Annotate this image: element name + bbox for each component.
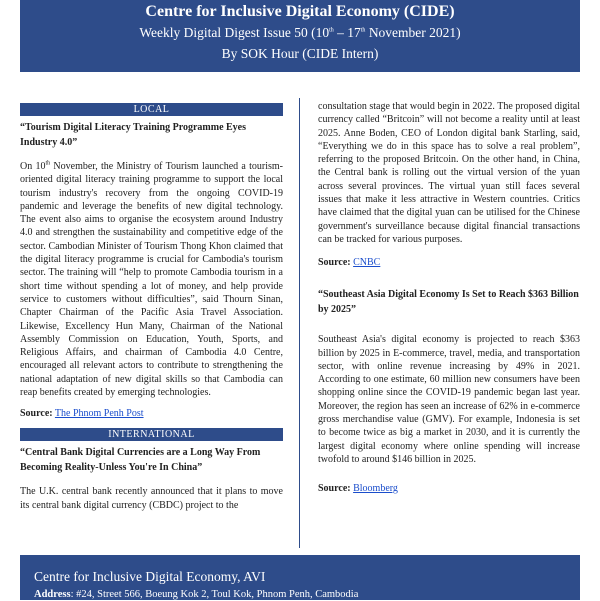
footer-banner — [20, 555, 580, 600]
newsletter-title: Centre for Inclusive Digital Economy (CIDE) — [145, 3, 455, 20]
section-heading-local: LOCAL — [20, 103, 283, 116]
left-column — [20, 103, 283, 512]
cbdc-article-body-cont: consultation stage that would begin in 2022. The proposed digital currency called “Britcoin” will not become a reality until at least 2025. Anne Boden, CEO of London digital bank Starling, said, “Everything we do in this space has to solve a real problem”, referring to the proposed Britcoin. On the other hand, in China, the Central bank is rolling out the virtual version of the yuan across several provinces. The virtual yuan still faces several issues that make it less attractive in Western countries. Critics have claimed that the digital yuan can be utilised for the Chinese government's surveillance because digital financial transactions can be tracked for various purposes. — [318, 101, 580, 245]
column-divider — [299, 98, 300, 548]
source-link-bloomberg[interactable]: Bloomberg — [353, 483, 398, 495]
local-article-title: “Tourism Digital Literacy Training Programme Eyes Industry 4.0” — [20, 122, 247, 148]
footer-org: Centre for Inclusive Digital Economy, AVI — [34, 569, 266, 584]
source-link-cnbc[interactable]: CNBC — [353, 257, 381, 269]
section-heading-international: INTERNATIONAL — [20, 428, 283, 441]
sea-article-title: “Southeast Asia Digital Economy Is Set to Reach $363 Billion by 2025” — [318, 289, 579, 316]
author-line: By SOK Hour (CIDE Intern) — [221, 46, 379, 61]
cbdc-article-body-start: The U.K. central bank recently announced that it plans to move its central bank digital currency (CBDC) project to the — [20, 486, 283, 511]
right-column — [318, 100, 580, 503]
footer-address: Address: #24, Street 566, Boeung Kok 2, Toul Kok, Phnom Penh, Cambodia — [34, 589, 359, 600]
sea-article-body: Southeast Asia's digital economy is projected to reach $363 billion by 2025 in E-commerce, travel, media, and transportation sector, with online revenue increasing by 49% in 2021. According to one estimate, 60 million new consumers have been shopping online since the COVID-19 pandemic began last year. Moreover, the region has seen an increase of 62% in e-commerce gross merchandise value (GMV). For example, Indonesia is set to become twice as big a market in 2030, and it is currently the largest digital economy where online spending will increase twofold to around $146 billion in 2025. — [318, 334, 580, 465]
cbdc-source: Source: CNBC — [318, 257, 381, 269]
source-link-phnom-penh-post[interactable]: The Phnom Penh Post — [54, 408, 144, 420]
local-article-body: On 10th November, the Ministry of Tourism launched a tourism-oriented digital literacy training programme to support the local tourism industry's recovery from the ongoing COVID-19 pandemic and leverage the benefits of new digital technology. The event also aims to organise the ecosystem around Industry 4.0 and strengthen the sustainability and competitive edge of the sector. Cambodian Minister of Tourism Thong Khon claimed that the digital literacy programme is crucial for Cambodia's tourism sector. The training will “help to promote Cambodia tourism in a short time without spending a lot of money, and help provide service to customers without difficulties”, said Thourn Sinan, Chapter Chairman of the Pacific Asia Travel Association. Likewise, Excellency Hun Many, Chairman of the National Assembly Commission on Education, Youth, Sports, and Religious Affairs, and chairman of Cambodia 4.0 Centre, encouraged all relevant actors to contribute to strengthening the national adaptation of new digital skills so that Cambodia can reap benefits created by emerging technologies. — [20, 160, 283, 399]
header-banner — [20, 0, 580, 72]
sea-source: Source: Bloomberg — [318, 483, 398, 495]
local-source: Source: The Phnom Penh Post — [20, 408, 144, 420]
cbdc-article-title: “Central Bank Digital Currencies are a Long Way From Becoming Reality-Unless You're In China” — [20, 447, 261, 474]
issue-line: Weekly Digital Digest Issue 50 (10th – 17th November 2021) — [139, 25, 461, 40]
